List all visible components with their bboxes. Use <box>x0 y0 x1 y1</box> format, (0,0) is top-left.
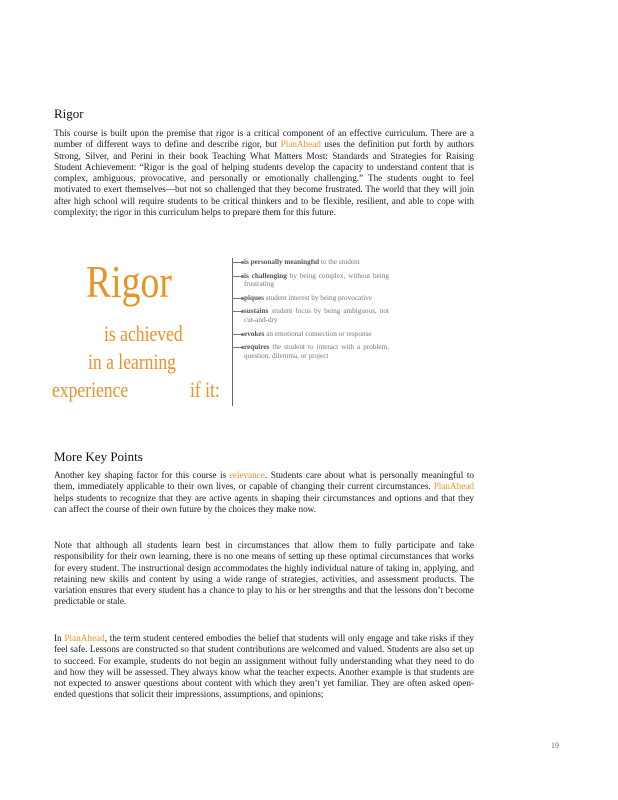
rigor-criteria-list <box>244 258 389 365</box>
criteria-item: requires the student to interact with a problem, question, dilemma, or project <box>244 343 389 360</box>
section-heading-key-points: More Key Points <box>54 449 143 464</box>
key-points-paragraph-3: In PlanAhead, the term student centered embodies the belief that students will only engage and take risks if they feel safe. Lessons are constructed so that student contributions are welcomed and valued. Students are also set up to succeed. For example, students do not begin an assignment without fully understanding what they need to do and how they will be assessed. They always know what the teacher expects. Another example is that students are not expected to answer questions about content with which they aren’t yet familiar. They are often asked open-ended questions that solicit their impressions, assumptions, and opinions; <box>54 633 475 700</box>
rigor-graphic-line-3a: experience <box>52 377 129 402</box>
brand-name: PlanAhead <box>280 139 321 150</box>
criteria-item: sustains student focus by being ambiguous, not cut-and-dry <box>244 307 389 324</box>
relevance-keyword: relevance <box>229 470 265 480</box>
rigor-graphic-line-1: is achieved <box>104 321 183 346</box>
rigor-graphic <box>52 256 242 416</box>
rigor-paragraph-text-1: This course is built upon the premise that rigor is a critical component of an effective curriculum. There are a number of different ways to define and describe rigor, but <box>54 128 474 150</box>
rigor-graphic-title: Rigor <box>86 256 172 307</box>
rigor-paragraph <box>54 128 474 218</box>
brand-name: PlanAhead <box>433 481 474 492</box>
page-number: 19 <box>551 741 559 750</box>
section-heading-rigor: Rigor <box>54 106 84 121</box>
criteria-item: piques student interest by being provocative <box>244 294 389 303</box>
criteria-item: is challenging by being complex, without being frustrating <box>244 272 389 289</box>
key-points-paragraph-1: Another key shaping factor for this course is relevance. Students care about what is personally meaningful to them, immediately applicable to their own lives, or capable of changing their current circumstances. PlanAhead helps students to recognize that they are active agents in shaping their circumstances and options and that they can affect the course of their own future by the choices they make now. <box>54 470 474 514</box>
rigor-graphic-line-2: in a learning <box>88 349 176 374</box>
criteria-item: is personally meaningful to the student <box>244 258 389 267</box>
rigor-paragraph-text-2: uses the definition put forth by authors Strong, Silver, and Perini in their book Teaching What Matters Most: Standards and Strategies for Raising Student Achievement: “Rigor is the goal of helping students develop the capacity to understand content that is complex, ambiguous, provocative, and personally or emotionally challenging.” The students ought to feel motivated to exert themselves—but not so challenged that they become frustrated. The world that they will join after high school will require students to be critical thinkers and to be flexible, resilient, and able to cope with complexity; the rigor in this curriculum helps to prepare them for this future. <box>54 139 474 218</box>
brand-name: PlanAhead <box>64 633 105 643</box>
bullet-bracket <box>232 258 239 406</box>
key-points-paragraph-2: Note that although all students learn best in circumstances that allow them to fully participate and take responsibility for their own learning, there is no one means of setting up these optimal circumstances that works for every student. The instructional design accommodates the highly individual nature of taking in, applying, and retaining new skills and content by using a wide range of strategies, activities, and assessment products. The variation ensures that every student has a chance to play to his or her strengths and that the lessons don’t become predictable or stale. <box>54 540 474 607</box>
rigor-graphic-line-3b: if it: <box>190 377 220 402</box>
criteria-item: evokes an emotional connection or response <box>244 330 389 339</box>
